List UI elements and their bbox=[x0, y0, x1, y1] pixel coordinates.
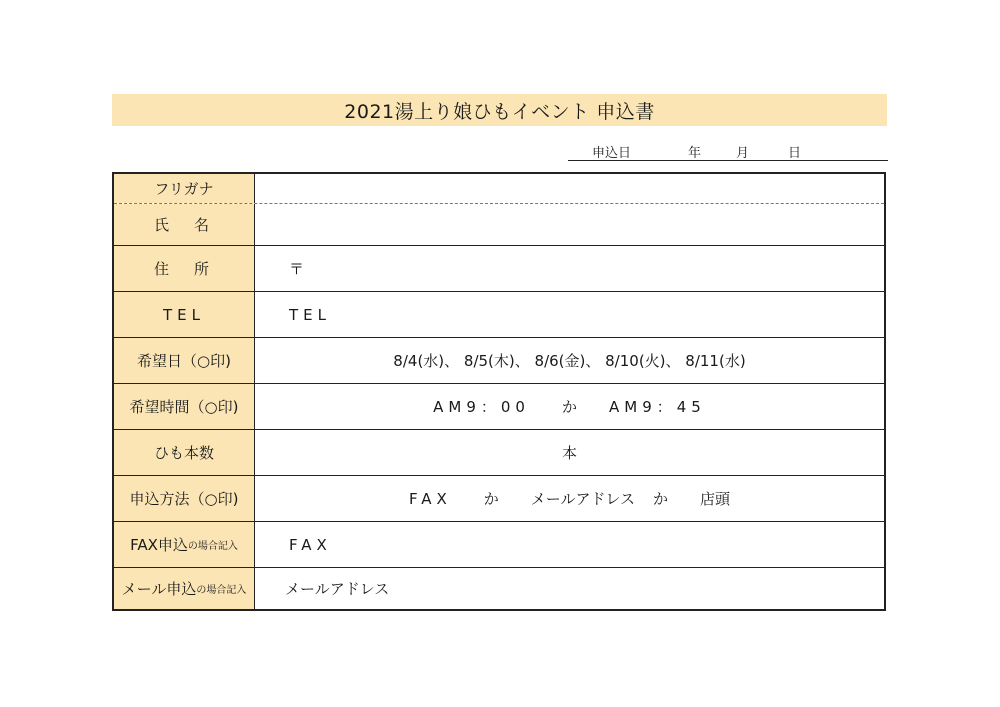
application-date-label: 申込日 bbox=[592, 146, 632, 161]
name-label: 氏 名 bbox=[114, 204, 255, 245]
tel-label: TEL bbox=[114, 292, 255, 337]
row-desired-date bbox=[114, 337, 884, 383]
email-prefix: メールアドレス bbox=[285, 580, 390, 598]
application-form-table bbox=[112, 172, 886, 611]
tel-prefix: TEL bbox=[289, 305, 331, 324]
method-email[interactable]: メールアドレス bbox=[530, 490, 636, 508]
form-title-band bbox=[112, 94, 887, 126]
desired-date-label: 希望日（○印) bbox=[114, 338, 255, 383]
furigana-field[interactable] bbox=[255, 174, 884, 203]
time-option-1[interactable]: AM9：00 bbox=[433, 398, 530, 416]
furigana-label: フリガナ bbox=[114, 174, 255, 203]
email-field[interactable] bbox=[255, 568, 884, 609]
month-label: 月 bbox=[736, 146, 750, 161]
row-tel bbox=[114, 291, 884, 337]
row-desired-time bbox=[114, 383, 884, 429]
string-count-label: ひも本数 bbox=[114, 430, 255, 475]
mail-label-main: メール申込 bbox=[121, 580, 197, 598]
time-or: か bbox=[561, 398, 577, 416]
string-count-field[interactable] bbox=[255, 430, 884, 475]
mail-label-note: の場合記入 bbox=[196, 585, 247, 596]
row-fax-number bbox=[114, 521, 884, 567]
year-label: 年 bbox=[688, 146, 702, 161]
desired-date-values: 8/4(水)、 8/5(木)、 8/6(金)、 8/10(火)、 8/11(水) bbox=[393, 352, 746, 370]
desired-time-options[interactable] bbox=[255, 384, 884, 429]
fax-label-main: FAX申込 bbox=[130, 536, 188, 554]
form-title: 2021湯上り娘ひもイベント 申込書 bbox=[344, 100, 655, 123]
method-in-store[interactable]: 店頭 bbox=[700, 490, 731, 508]
application-method-label: 申込方法（○印) bbox=[114, 476, 255, 521]
fax-field[interactable] bbox=[255, 522, 884, 567]
address-field[interactable] bbox=[255, 246, 884, 291]
row-application-method bbox=[114, 475, 884, 521]
postal-mark: 〒 bbox=[289, 260, 305, 278]
name-field[interactable] bbox=[255, 204, 884, 245]
method-fax[interactable]: FAX bbox=[408, 489, 452, 508]
desired-date-options[interactable] bbox=[255, 338, 884, 383]
row-furigana bbox=[114, 174, 884, 203]
string-count-unit: 本 bbox=[561, 444, 577, 462]
fax-label-note: の場合記入 bbox=[187, 541, 238, 552]
application-method-options[interactable] bbox=[255, 476, 884, 521]
row-email bbox=[114, 567, 884, 609]
fax-label bbox=[114, 522, 255, 567]
mail-label bbox=[114, 568, 255, 609]
row-address bbox=[114, 245, 884, 291]
time-option-2[interactable]: AM9：45 bbox=[609, 398, 706, 416]
method-or-2: か bbox=[653, 490, 669, 508]
row-string-count bbox=[114, 429, 884, 475]
day-label: 日 bbox=[788, 146, 802, 161]
desired-time-label: 希望時間（○印) bbox=[114, 384, 255, 429]
application-date-line bbox=[568, 142, 888, 161]
row-name bbox=[114, 203, 884, 245]
address-label: 住 所 bbox=[114, 246, 255, 291]
fax-prefix: FAX bbox=[289, 535, 332, 554]
method-or-1: か bbox=[483, 490, 499, 508]
tel-field[interactable] bbox=[255, 292, 884, 337]
